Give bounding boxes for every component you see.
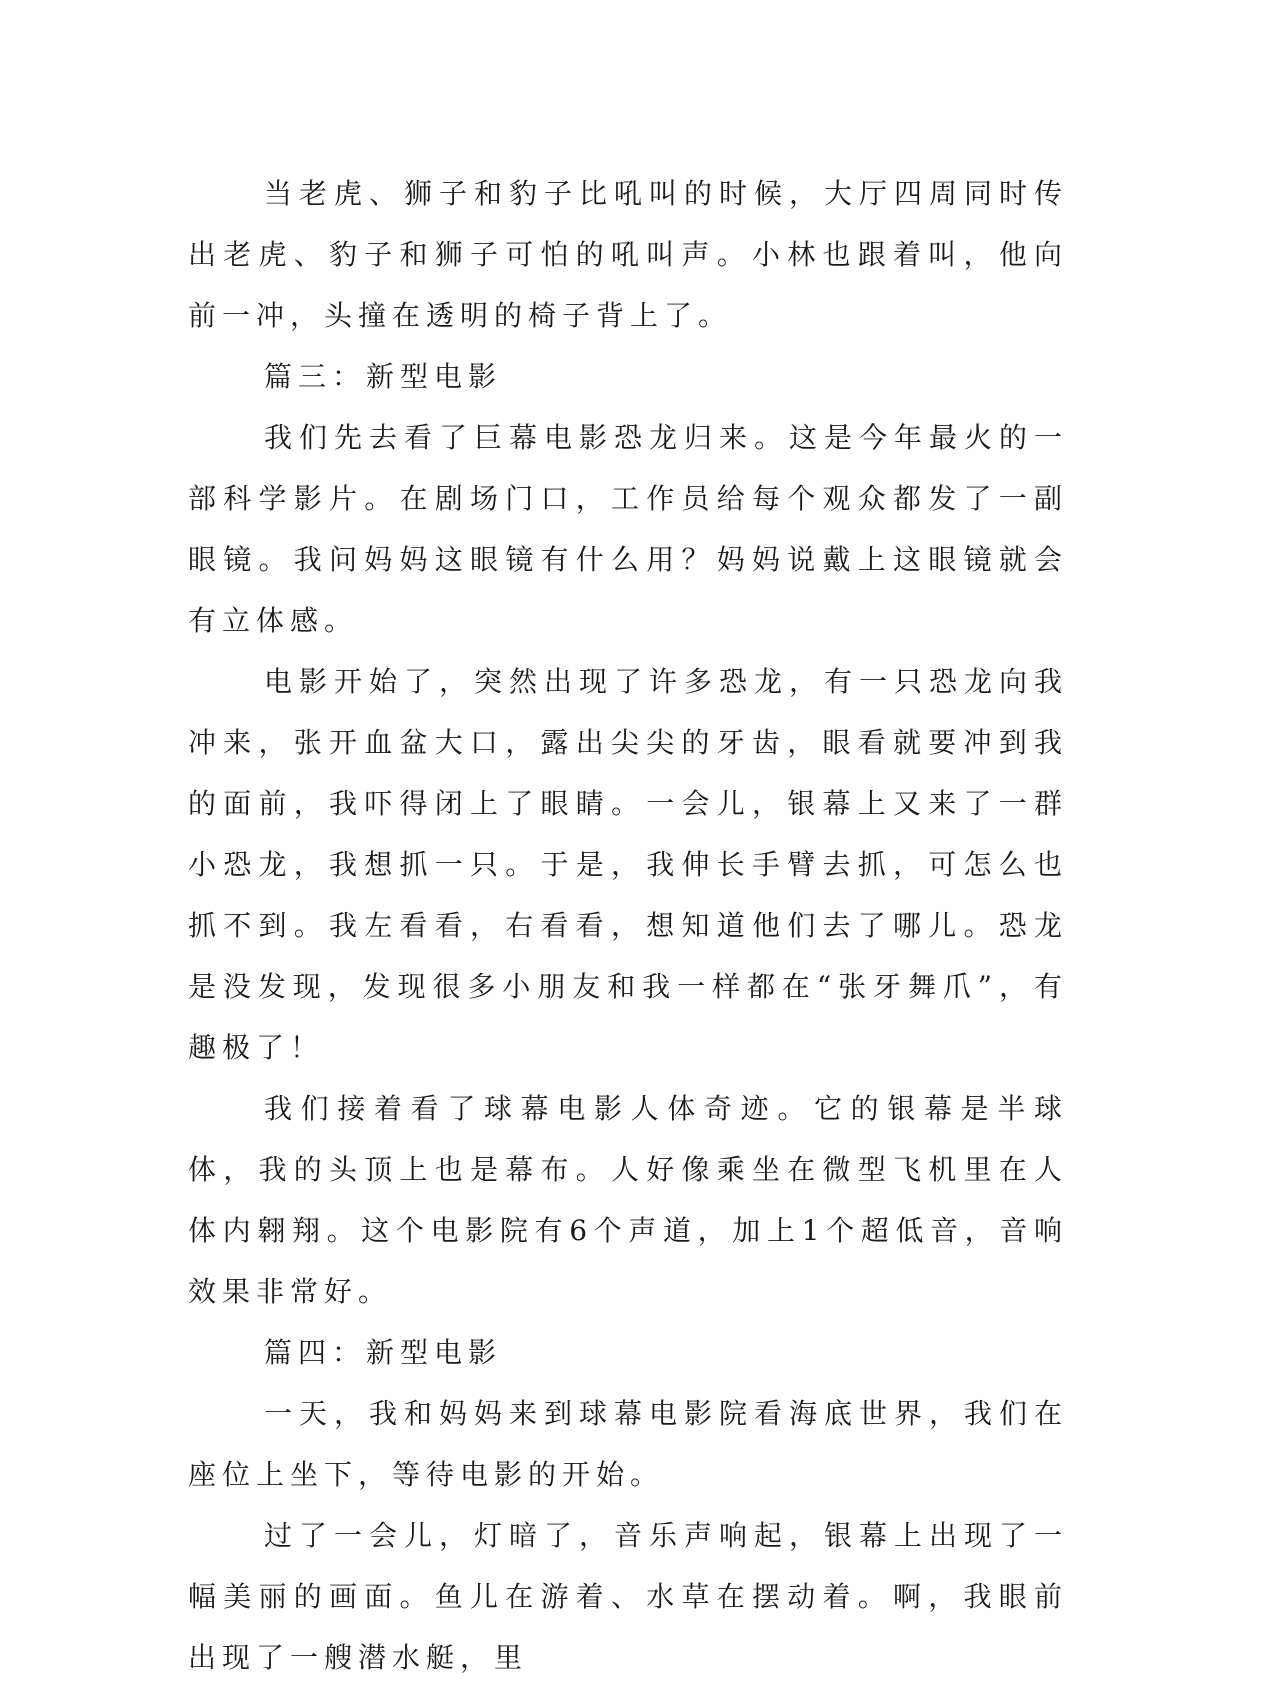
document-body [188,163,1068,1688]
paragraph-dome-movie: 我们接着看了球幕电影人体奇迹。它的银幕是半球体，我的头顶上也是幕布。人好像乘坐在微型飞机里在人体内翱翔。这个电影院有6个声道，加上1个超低音，音响效果非常好。 [188,1092,1068,1308]
paragraph-dinosaur-movie: 我们先去看了巨幕电影恐龙归来。这是今年最火的一部科学影片。在剧场门口，工作员给每个观众都发了一副眼镜。我问妈妈这眼镜有什么用？妈妈说戴上这眼镜就会有立体感。 [188,421,1068,637]
paragraph-movie-starts: 电影开始了，突然出现了许多恐龙，有一只恐龙向我冲来，张开血盆大口，露出尖尖的牙齿，眼看就要冲到我的面前，我吓得闭上了眼睛。一会儿，银幕上又来了一群小恐龙，我想抓一只。于是，我伸长手臂去抓，可怎么也抓不到。我左看看，右看看，想知道他们去了哪儿。恐龙是没发现，发现很多小朋友和我一样都在“张牙舞爪”，有趣极了！ [188,665,1068,1064]
section-heading-part-four: 篇四：新型电影 [264,1336,503,1369]
section-heading-part-three: 篇三：新型电影 [264,360,503,393]
paragraph-tiger-lion-roar: 当老虎、狮子和豹子比吼叫的时候，大厅四周同时传出老虎、豹子和狮子可怕的吼叫声。小林也跟着叫，他向前一冲，头撞在透明的椅子背上了。 [188,177,1068,332]
paragraph-undersea-world: 一天，我和妈妈来到球幕电影院看海底世界，我们在座位上坐下，等待电影的开始。 [188,1397,1068,1491]
paragraph-lights-dim: 过了一会儿，灯暗了，音乐声响起，银幕上出现了一幅美丽的画面。鱼儿在游着、水草在摆动着。啊，我眼前出现了一艘潜水艇，里 [188,1519,1068,1674]
